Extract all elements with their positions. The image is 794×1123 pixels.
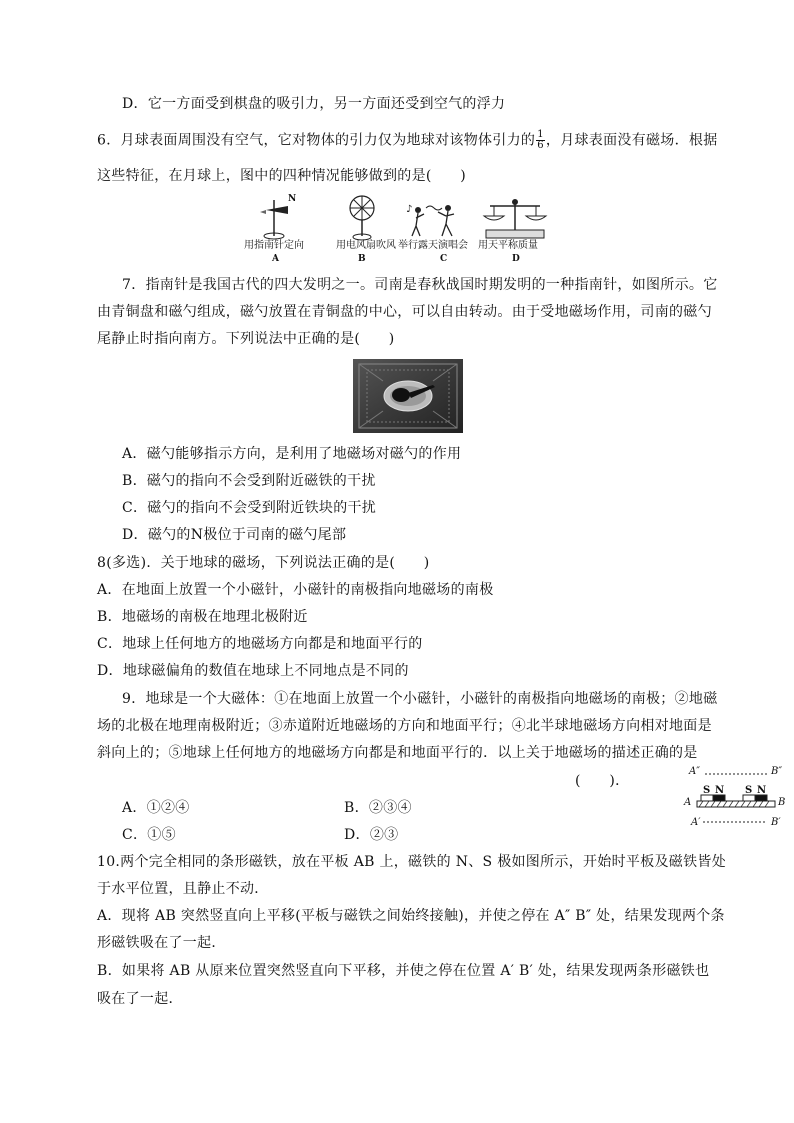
q6-stem-part2: ，月球表面没有磁场．根据 (545, 132, 718, 149)
label-b-prime: B′ (771, 817, 781, 828)
q7-stem-line2: 由青铜盘和磁勺组成，磁勺放置在青铜盘的中心，可以自由转动。由于受地磁场作用，司南的磁勺 (97, 304, 712, 320)
letter-d: D (512, 254, 520, 264)
q8-option-a: A．在地面上放置一个小磁针，小磁针的南极指向地磁场的南极 (97, 582, 494, 598)
label-a: A (684, 797, 692, 808)
q9-option-a: A．①②④ (122, 800, 190, 816)
label-a-double-prime: A″ (689, 766, 700, 777)
magnet1-n-label: N (715, 785, 725, 796)
q10-stem-line2: 于水平位置，且静止不动． (97, 881, 269, 897)
fan-icon (342, 194, 382, 242)
label-b: B (778, 797, 786, 808)
q9-stem-line2: 场的北极在地理南极附近；③赤道附近地磁场的方向和地面平行；④北半球地磁场方向相对地面是 (97, 718, 712, 734)
q8-stem: 8(多选)．关于地球的磁场，下列说法正确的是( ) (97, 555, 430, 571)
q10-stem-line1: 10.两个完全相同的条形磁铁，放在平板 AB 上，磁铁的 N、S 极如图所示，开始时平板及磁铁皆处 (97, 854, 727, 870)
q9-option-d: D．②③ (344, 827, 399, 843)
letter-c: C (440, 254, 448, 264)
balance-scale-icon (480, 194, 550, 242)
magnet1-s-label: S (703, 785, 711, 796)
svg-text:♪: ♪ (406, 204, 413, 215)
q10-part-b-line2: 吸在了一起． (97, 991, 183, 1007)
q8-option-b: B．地磁场的南极在地理北极附近 (97, 609, 308, 625)
q6-stem-line1 (97, 130, 718, 151)
q7-option-a: A．磁勺能够指示方向，是利用了地磁场对磁勺的作用 (122, 446, 462, 462)
q8-option-c: C．地球上任何地方的地磁场方向都是和地面平行的 (97, 636, 423, 652)
q7-option-c: C．磁勺的指向不会受到附近铁块的干扰 (122, 500, 377, 516)
caption-c: 举行露天演唱会 (398, 240, 468, 251)
q9-answer-bracket: ( )． (575, 773, 630, 789)
q8-option-d: D．地球磁偏角的数值在地球上不同地点是不同的 (97, 663, 409, 679)
q7-stem-line3: 尾静止时指向南方。下列说法中正确的是( ) (97, 331, 395, 347)
q7-option-d: D．磁勺的N极位于司南的磁勺尾部 (122, 527, 347, 543)
label-a-prime: A′ (691, 817, 701, 828)
q6-figure (244, 194, 550, 266)
q10-part-a-line1: A．现将 AB 突然竖直向上平移(平板与磁铁之间始终接触)，并使之停在 A″ B″ 处，结果发现两个条 (97, 908, 725, 924)
q7-stem-line1: 7．指南针是我国古代的四大发明之一。司南是春秋战国时期发明的一种指南针，如图所示。它 (122, 277, 718, 293)
q9-option-b: B．②③④ (344, 800, 412, 816)
q9-stem-line1: 9．地球是一个大磁体：①在地面上放置一个小磁针，小磁针的南极指向地磁场的南极；②地磁 (122, 691, 718, 707)
q6-stem-part1: 6．月球表面周围没有空气，它对物体的引力仅为地球对该物体引力的 (97, 132, 536, 149)
q9-stem-line3: 斜向上的；⑤地球上任何地方的地磁场方向都是和地面平行的．以上关于地磁场的描述正确的是 (97, 745, 698, 761)
magnet2-s-label: S (745, 785, 753, 796)
caption-b: 用电风扇吹风 (336, 240, 396, 251)
fraction-numerator: 1 (537, 129, 544, 140)
caption-d: 用天平称质量 (478, 240, 538, 251)
magnet2-n-label: N (757, 785, 767, 796)
label-b-double-prime: B″ (771, 766, 783, 777)
q6-stem-line2: 这些特征，在月球上，图中的四种情况能够做到的是( ) (97, 168, 467, 184)
q9-option-c: C．①⑤ (122, 827, 176, 843)
q10-magnet-figure (683, 764, 789, 834)
concert-singers-icon (402, 194, 472, 242)
sinan-compass-photo (353, 359, 463, 433)
q7-option-b: B．磁勺的指向不会受到附近磁铁的干扰 (122, 473, 376, 489)
compass-n-label: N (288, 194, 297, 204)
letter-a: A (272, 254, 279, 264)
letter-b: B (358, 254, 366, 264)
caption-a: 用指南针定向 (244, 240, 304, 251)
q10-part-a-line2: 形磁铁吸在了一起． (97, 935, 226, 951)
fraction-denominator: 6 (537, 140, 544, 151)
q5-option-d: D．它一方面受到棋盘的吸引力，另一方面还受到空气的浮力 (122, 96, 506, 112)
q10-part-b-line1: B．如果将 AB 从原来位置突然竖直向下平移，并使之停在位置 A′ B′ 处，结果发现两条形磁铁也 (97, 963, 710, 979)
q6-fraction (536, 130, 545, 151)
